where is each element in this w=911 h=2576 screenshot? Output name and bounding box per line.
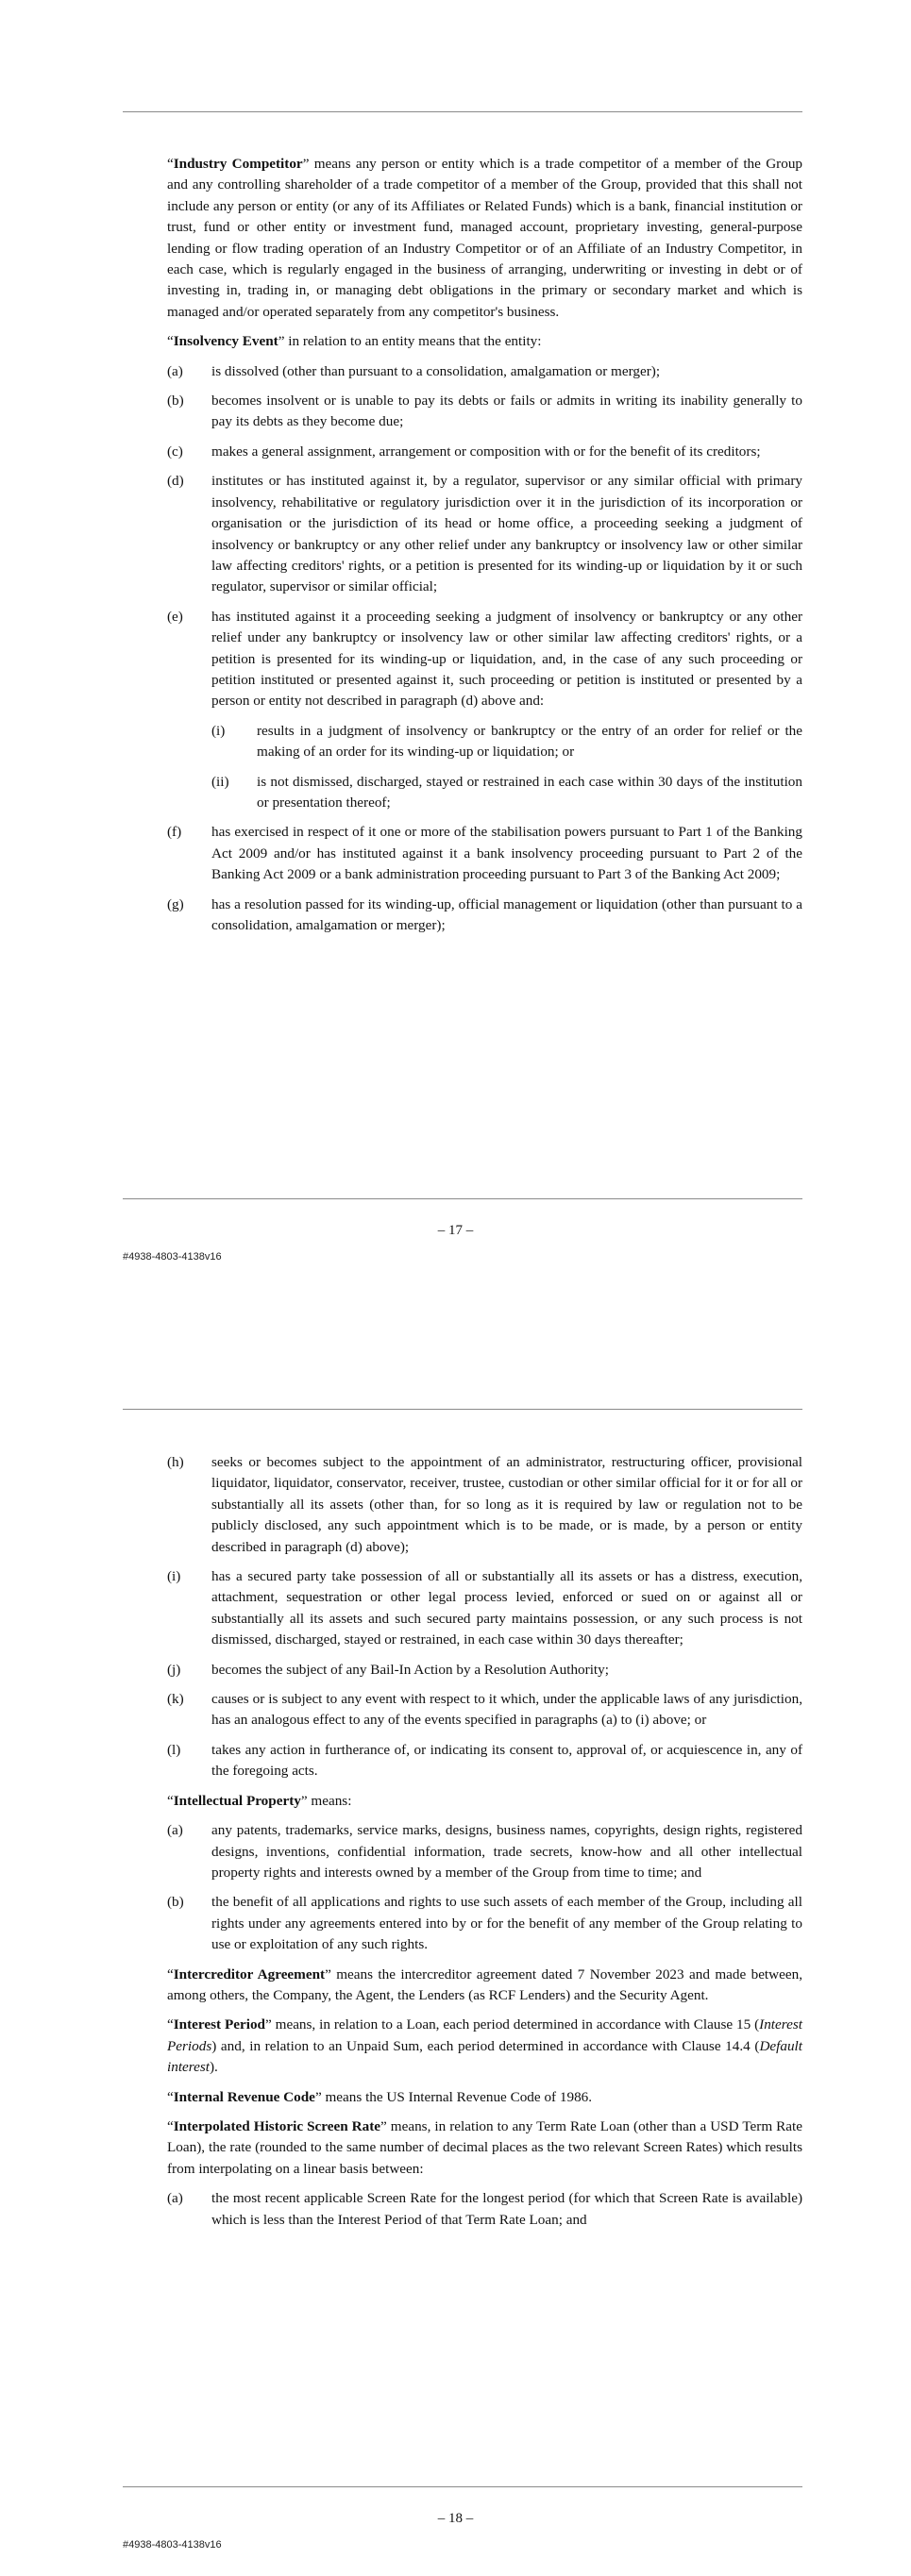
list-item: (j) becomes the subject of any Bail-In Action by a Resolution Authority; (167, 1661, 609, 1678)
list-item: (k) causes or is subject to any event with respect to it which, under the applicable laws of any jurisdiction, has an analogous effect to any of the events specified in paragraphs (a) to (i) above; or (167, 1691, 802, 1729)
page-18 (0, 1288, 911, 2576)
definition-industry-competitor: “Industry Competitor” means any person or entity which is a trade competitor of a member of the Group and any controlling shareholder of a trade competitor of a member of the Group, provided that this shall not include any person or entity (or any of its Affiliates or Related Funds) which is a bank, financial institution or trust, fund or other entity or investment fund, managed account, proprietary investing, general-purpose lending or flow trading operation of an Industry Competitor or of an Affiliate of an Industry Competitor, in each case, which is regularly engaged in the business of arranging, underwriting or investing in debt or of investing in, trading in, or managing debt obligations in the primary or secondary market and which is managed and/or operated separately from any competitor's business. (167, 156, 803, 320)
sub-list-item: (ii) is not dismissed, discharged, stayed or restrained in each case within 30 days of the institution or presentation thereof; (211, 773, 802, 811)
definition-internal-revenue-code: “Internal Revenue Code” means the US Internal Revenue Code of 1986. (167, 2088, 593, 2105)
list-item: (f) has exercised in respect of it one or more of the stabilisation powers pursuant to Part 1 of the Banking Act 2009 and/or has instituted against it a bank insolvency proceeding pursuant to Part 2 of the Banking Act 2009 or a bank administration proceeding pursuant to Part 3 of the Banking Act 2009; (167, 824, 802, 883)
list-item: (a) the most recent applicable Screen Rate for the longest period (for which that Screen Rate is available) which is less than the Interest Period of that Term Rate Loan; and (167, 2190, 802, 2228)
top-rule (123, 111, 802, 112)
page-18-body (167, 1452, 802, 2239)
page-number: – 17 – (437, 1223, 474, 1238)
list-item: (d) institutes or has instituted against it, by a regulator, supervisor or any similar official with primary insolvency, rehabilitative or regulatory jurisdiction over it in the jurisdiction of its incorporation or organisation or the jurisdiction of its head or home office, a proceeding seeking a judgment of insolvency or bankruptcy or any other relief under any bankruptcy or insolvency law or other similar law affecting creditors' rights, or a petition is presented for its winding-up or liquidation by it or such regulator, supervisor or similar official; (167, 473, 802, 595)
list-item: (l) takes any action in furtherance of, or indicating its consent to, approval of, or acquiescence in, any of the foregoing acts. (167, 1741, 802, 1780)
list-item: (i) has a secured party take possession of all or substantially all its assets or has a distress, execution, attachment, sequestration or other legal process levied, enforced or sued on or against all or substantially all its assets and such secured party maintains possession, or any such process is not dismissed, discharged, stayed or restrained, in each case within 30 days thereafter; (167, 1568, 802, 1648)
list-item: (a) is dissolved (other than pursuant to a consolidation, amalgamation or merger); (167, 362, 661, 379)
defined-term: Intercreditor Agreement (173, 1965, 326, 1982)
defined-term: Industry Competitor (173, 156, 303, 172)
definition-intellectual-property: “Intellectual Property” means: (167, 1792, 352, 1809)
bottom-rule (123, 2486, 802, 2487)
definition-interpolated-historic-screen-rate: “Interpolated Historic Screen Rate” means, in relation to any Term Rate Loan (other than a USD Term Rate Loan), the rate (rounded to the same number of decimal places as the two relevant Screen Rates) which results from interpolating on a linear basis between: (167, 2117, 802, 2177)
definition-insolvency-event: “Insolvency Event” in relation to an entity means that the entity: (167, 333, 542, 350)
document-id: #4938-4803-4138v16 (123, 2539, 222, 2551)
list-item: (b) becomes insolvent or is unable to pay its debts or fails or admits in writing its inability generally to pay its debts as they become due; (167, 393, 802, 430)
definition-intercreditor-agreement: “Intercreditor Agreement” means the intercreditor agreement dated 7 November 2023 and made between, among others, the Company, the Agent, the Lenders (as RCF Lenders) and the Security Agent. (167, 1965, 802, 2003)
list-item: (h) seeks or becomes subject to the appointment of an administrator, restructuring officer, provisional liquidator, liquidator, conservator, receiver, trustee, custodian or other similar official for it or for all or substantially all its assets (other than, for so long as it is required by law or regulation not to be publicly disclosed, any such appointment which is to be made, or is made, by a person or entity described in paragraph (d) above); (167, 1454, 802, 1555)
list-item: (a) any patents, trademarks, service marks, designs, business names, copyrights, design rights, registered designs, inventions, confidential information, trade secrets, know-how and all other intellectual property rights and interests owned by a member of the Group from time to time; and (167, 1822, 802, 1881)
list-item: (g) has a resolution passed for its winding-up, official management or liquidation (other than pursuant to a consolidation, amalgamation or merger); (167, 895, 802, 933)
list-item: (b) the benefit of all applications and rights to use such assets of each member of the Group, including all rights under any agreements entered into by or for the benefit of any member of the Group relating to use or exploitation of any such rights. (167, 1894, 802, 1953)
top-rule (123, 1409, 802, 1410)
defined-term: Interest Period (173, 2016, 265, 2033)
defined-term: Intellectual Property (173, 1792, 301, 1809)
defined-term: Insolvency Event (173, 333, 278, 350)
bottom-rule (123, 1198, 802, 1199)
page-number: – 18 – (437, 2511, 474, 2526)
defined-term: Internal Revenue Code (173, 2088, 315, 2105)
sub-list-item: (i) results in a judgment of insolvency or bankruptcy or the entry of an order for relief or the making of an order for its winding-up or liquidation; or (211, 722, 802, 761)
page-17-body (167, 154, 802, 945)
list-item: (c) makes a general assignment, arrangement or composition with or for the benefit of its creditors; (167, 443, 761, 460)
defined-term: Interpolated Historic Screen Rate (173, 2117, 381, 2134)
list-item: (e) has instituted against it a proceeding seeking a judgment of insolvency or bankruptcy or any other relief under any bankruptcy or insolvency law or other similar law affecting creditors' rights, or a petition is presented for its winding-up or liquidation, and, in the case of any such proceeding or petition instituted or presented against it, such proceeding or petition is instituted or presented by a person or entity not described in paragraph (d) above and: (i) results in a judgment of insolvency or bankruptcy or the entry of an order for relief or the making of an order for its winding-up or liquidation; or (ii) is not dismissed, discharged, stayed or restrained in each case within 30 days of the institution or presentation thereof; (167, 607, 802, 814)
definition-interest-period: “Interest Period” means, in relation to a Loan, each period determined in accordance with Clause 15 (Interest Periods) and, in relation to an Unpaid Sum, each period determined in accordance with Clause 14.4 (Default interest). (167, 2016, 802, 2076)
document-id: #4938-4803-4138v16 (123, 1251, 222, 1263)
